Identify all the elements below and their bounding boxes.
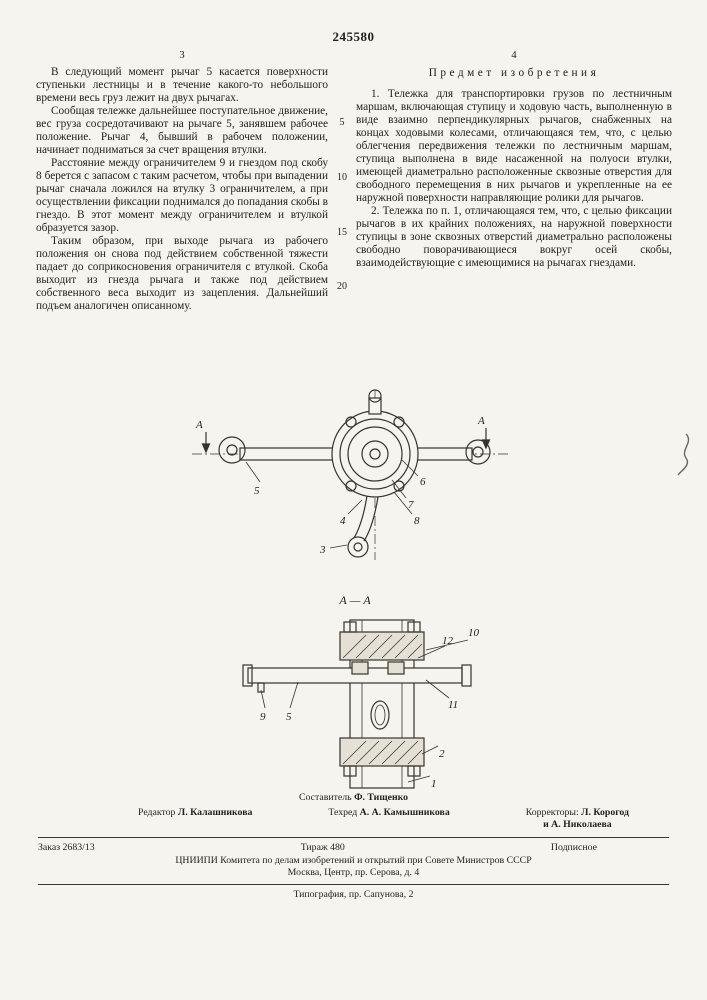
paragraph: Таким образом, при выходе рычага из рабочего положения он снова под действием собственной тяжести падает до соприкосновения ограничителя с втулкой. Скоба выходит из гнезда рычага и также под действием собственного веса выходит из зацепления. Дальнейший подъем аналогичен описанному. xyxy=(36,235,328,312)
corrector-name-2: и А. Николаева xyxy=(543,819,612,831)
section-label-a-left: А xyxy=(196,419,203,431)
callout-7: 7 xyxy=(408,499,414,511)
correctors xyxy=(526,807,629,831)
figure-2-section-drawing xyxy=(240,610,485,795)
org-address: Москва, Центр, пр. Серова, д. 4 xyxy=(287,867,420,879)
editor-label: Редактор xyxy=(138,807,176,819)
footer-rule-top xyxy=(38,837,669,838)
callout-8: 8 xyxy=(414,515,420,527)
line-number-marker: 15 xyxy=(337,227,347,238)
callout-11: 11 xyxy=(448,699,459,711)
corrector-name-1: Л. Корогод xyxy=(581,807,629,819)
right-column xyxy=(356,66,672,270)
paragraph: 1. Тележка для транспортировки грузов по лестничным маршам, включающая ступицу и ходовую часть, выполненную в виде взаимно перпендикулярных рычагов, снабженных на концах ходовыми колесами, отличающаяся тем, что, с целью облегчения передвижения тележки по лестничным маршам, ступица выполнена в виде насаженной на полуоси втулки, имеющей диаметрально расположенные сквозные отверстия для свободного перемещения в них рычагов и укрепленные на ее наружной поверхности направляющие ролики для рычагов. xyxy=(356,88,672,204)
imprint-footer xyxy=(38,792,669,902)
text-columns xyxy=(36,66,672,366)
editor xyxy=(138,807,252,819)
compiler-name: Ф. Тищенко xyxy=(354,792,409,803)
line-number-marker: 5 xyxy=(339,117,345,128)
printer-line: Типография, пр. Сапунова, 2 xyxy=(293,889,414,901)
print-run: Тираж 480 xyxy=(300,841,345,853)
paragraph: Сообщая тележке дальнейшее поступательное движение, вес груза сосредотачивают на рычаге 5, занявшем рабочее положение. Рычаг 4, бывший в рабочем положении, начинает подниматься за счет вращения втулки. xyxy=(36,105,328,156)
callout-4: 4 xyxy=(340,515,346,527)
callout-5: 5 xyxy=(254,485,260,497)
page-column-number-right: 4 xyxy=(511,50,517,61)
line-number-gutter xyxy=(328,66,356,366)
figure-2-title: А — А xyxy=(339,593,371,607)
callout-3: 3 xyxy=(320,544,326,556)
order-number: Заказ 2683/13 xyxy=(38,841,95,853)
compiler-line xyxy=(38,792,669,804)
callout-10: 10 xyxy=(468,627,479,639)
line-number-marker: 10 xyxy=(337,172,347,183)
callout-12: 12 xyxy=(442,635,453,647)
left-column xyxy=(36,66,328,313)
subscription-note: Подписное xyxy=(550,841,597,853)
paragraph: 2. Тележка по п. 1, отличающаяся тем, что, с целью фиксации рычагов в их крайних положениях, на наружной поверхности ступицы в зоне сквозных отверстий диаметрально расположены свободно поворачивающиеся вокруг осей скобы, взаимодействующие с имеющимися на рычагах гнездами. xyxy=(356,205,672,269)
techred xyxy=(328,807,449,819)
techred-label: Техред xyxy=(328,807,358,819)
paragraph: Расстояние между ограничителем 9 и гнездом под скобу 8 берется с запасом с таким расчетом, чтобы при выпадении рычаг сначала ложился на втулку 3 ограничителем, а при осуществлении фиксации поднимался до попадания скобы в гнездо. В этот момент между ограничителем и втулкой образуется зазор. xyxy=(36,157,328,234)
section-label-a-right: А xyxy=(478,415,485,427)
line-number-marker: 20 xyxy=(337,281,347,292)
callout-9: 9 xyxy=(260,711,266,723)
correctors-label: Корректоры: xyxy=(525,807,579,819)
techred-name: А. А. Камышникова xyxy=(359,807,450,819)
org-line: ЦНИИПИ Комитета по делам изобретений и открытий при Совете Министров СССР xyxy=(175,854,532,866)
section-heading: Предмет изобретения xyxy=(428,67,600,79)
compiler-label: Составитель xyxy=(298,792,352,803)
callout-2: 2 xyxy=(439,748,445,760)
editor-name: Л. Калашникова xyxy=(177,807,253,819)
order-row xyxy=(38,841,669,855)
callout-6: 6 xyxy=(420,476,426,488)
patent-number: 245580 xyxy=(332,29,375,44)
callout-1: 1 xyxy=(431,778,437,790)
callout-5: 5 xyxy=(286,711,292,723)
page-column-number-left: 3 xyxy=(179,50,185,61)
stray-pen-mark xyxy=(668,432,698,477)
paragraph: В следующий момент рычаг 5 касается поверхности ступеньки лестницы и в течение какого-то небольшого времени весь груз лежит на двух рычагах. xyxy=(36,66,328,104)
figure-1-trolley-drawing xyxy=(180,388,520,573)
editors-row xyxy=(38,804,669,831)
footer-rule-bottom xyxy=(38,884,669,885)
